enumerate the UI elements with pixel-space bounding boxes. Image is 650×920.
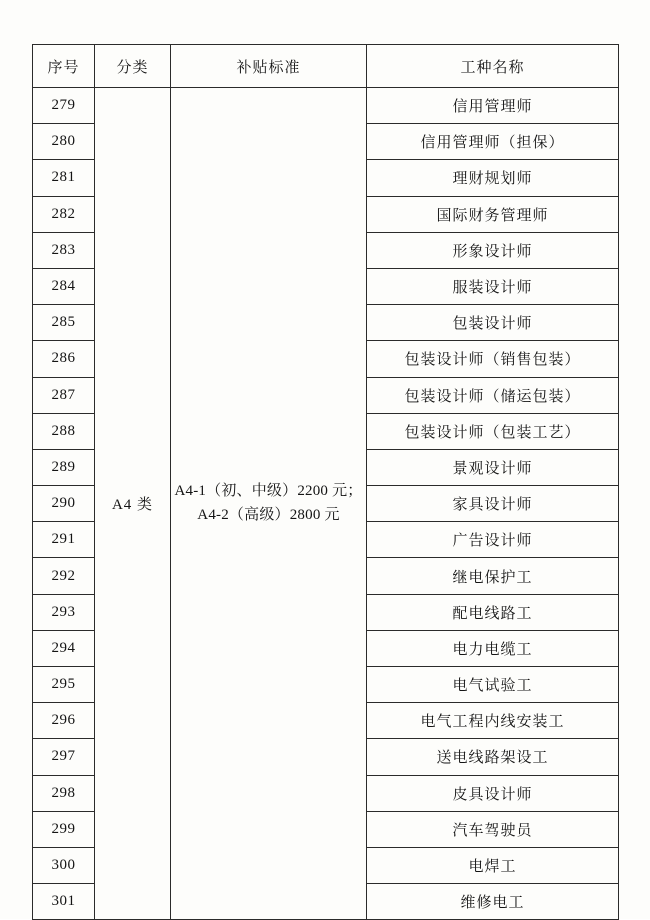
cell-seq: 290 <box>33 486 95 522</box>
standard-line-1: A4-1（初、中级）2200 元； <box>174 483 363 500</box>
cell-seq: 298 <box>33 775 95 811</box>
subsidy-standard-table <box>32 44 619 920</box>
cell-job-name: 包装设计师（储运包装） <box>367 377 619 413</box>
cell-seq: 286 <box>33 341 95 377</box>
cell-category: A4 类 <box>95 88 171 920</box>
cell-job-name: 继电保护工 <box>367 558 619 594</box>
cell-seq: 292 <box>33 558 95 594</box>
cell-seq: 284 <box>33 268 95 304</box>
cell-job-name: 国际财务管理师 <box>367 196 619 232</box>
cell-seq: 295 <box>33 667 95 703</box>
cell-job-name: 皮具设计师 <box>367 775 619 811</box>
cell-seq: 283 <box>33 232 95 268</box>
table-header-row <box>33 45 619 88</box>
cell-job-name: 配电线路工 <box>367 594 619 630</box>
cell-job-name: 包装设计师 <box>367 305 619 341</box>
cell-seq: 294 <box>33 630 95 666</box>
cell-seq: 287 <box>33 377 95 413</box>
cell-seq: 288 <box>33 413 95 449</box>
cell-seq: 279 <box>33 88 95 124</box>
cell-seq: 299 <box>33 811 95 847</box>
cell-seq: 300 <box>33 847 95 883</box>
table-body <box>33 88 619 920</box>
cell-seq: 289 <box>33 449 95 485</box>
cell-standard <box>171 88 367 920</box>
cell-seq: 280 <box>33 124 95 160</box>
cell-job-name: 家具设计师 <box>367 486 619 522</box>
cell-seq: 281 <box>33 160 95 196</box>
cell-seq: 285 <box>33 305 95 341</box>
cell-job-name: 景观设计师 <box>367 449 619 485</box>
column-header-category: 分类 <box>95 45 171 88</box>
table-row <box>33 88 619 124</box>
cell-job-name: 维修电工 <box>367 884 619 920</box>
cell-seq: 301 <box>33 884 95 920</box>
cell-job-name: 形象设计师 <box>367 232 619 268</box>
cell-job-name: 理财规划师 <box>367 160 619 196</box>
standard-line-2: A4-2（高级）2800 元 <box>197 506 340 523</box>
cell-job-name: 信用管理师（担保） <box>367 124 619 160</box>
cell-seq: 291 <box>33 522 95 558</box>
cell-job-name: 汽车驾驶员 <box>367 811 619 847</box>
cell-seq: 296 <box>33 703 95 739</box>
cell-job-name: 服装设计师 <box>367 268 619 304</box>
cell-seq: 282 <box>33 196 95 232</box>
cell-seq: 293 <box>33 594 95 630</box>
table-header <box>33 45 619 88</box>
cell-job-name: 电力电缆工 <box>367 630 619 666</box>
cell-job-name: 电焊工 <box>367 847 619 883</box>
cell-job-name: 广告设计师 <box>367 522 619 558</box>
cell-seq: 297 <box>33 739 95 775</box>
cell-job-name: 电气工程内线安装工 <box>367 703 619 739</box>
cell-job-name: 送电线路架设工 <box>367 739 619 775</box>
cell-job-name: 信用管理师 <box>367 88 619 124</box>
cell-job-name: 包装设计师（销售包装） <box>367 341 619 377</box>
cell-job-name: 电气试验工 <box>367 667 619 703</box>
column-header-standard: 补贴标准 <box>171 45 367 88</box>
subsidy-table-container <box>32 44 618 920</box>
column-header-job-name: 工种名称 <box>367 45 619 88</box>
column-header-seq: 序号 <box>33 45 95 88</box>
cell-job-name: 包装设计师（包装工艺） <box>367 413 619 449</box>
